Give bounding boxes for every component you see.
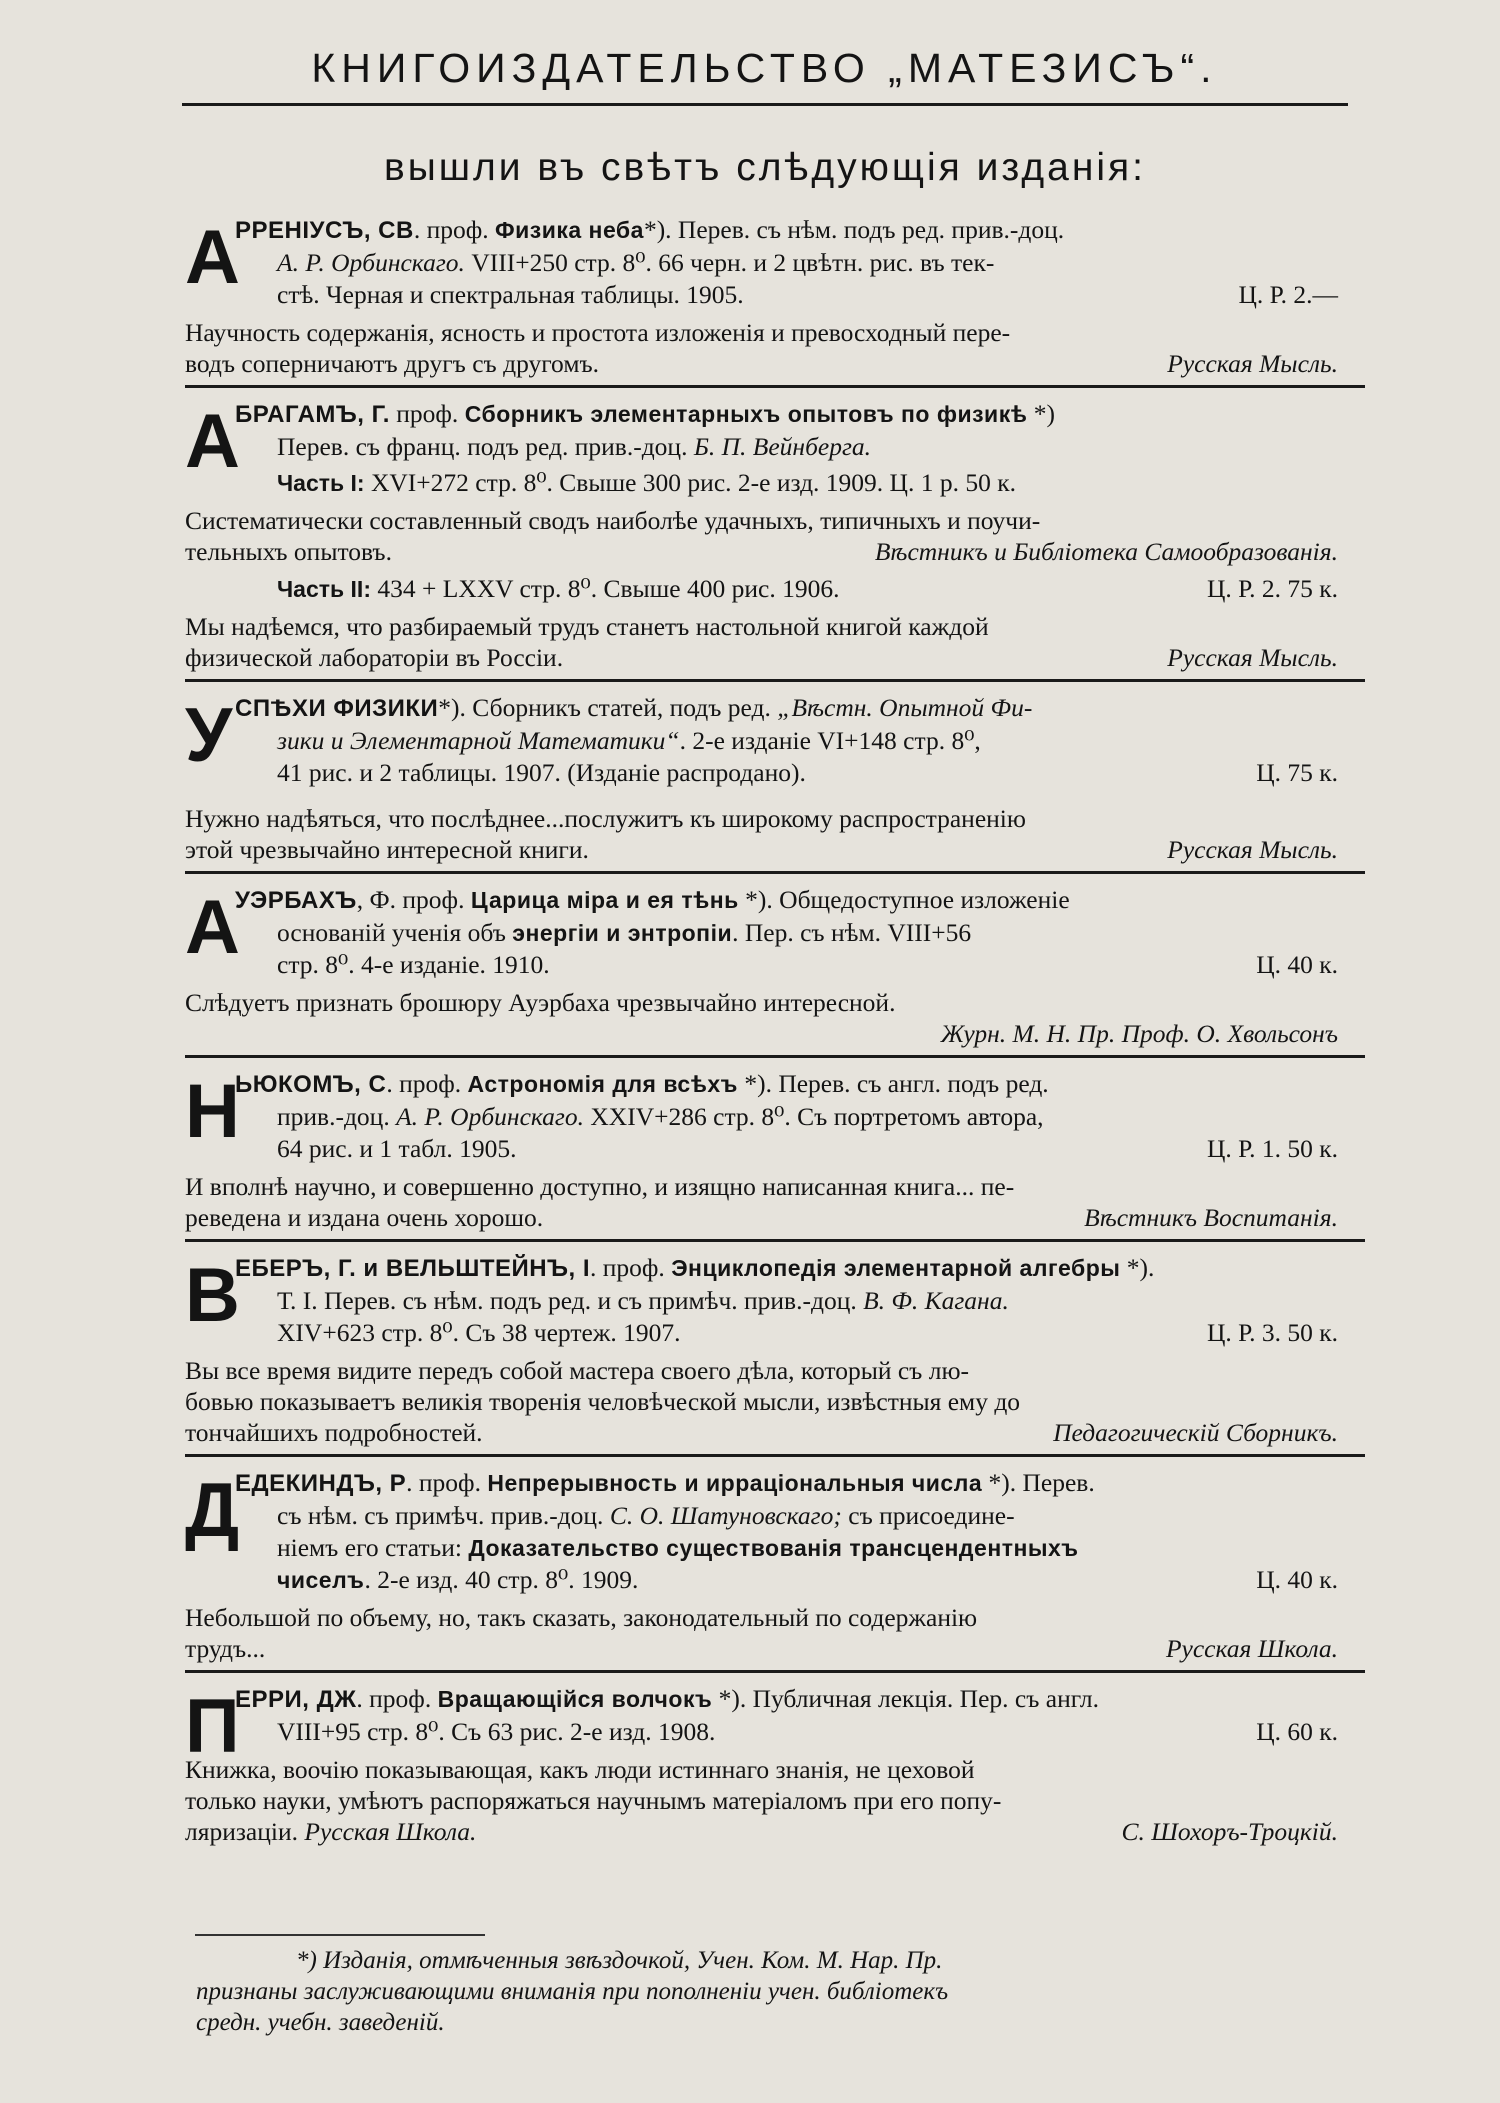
price: Ц. 40 к. (1256, 950, 1338, 979)
entry-text: . Пер. съ нѣм. VIII+56 (732, 918, 972, 947)
divider (185, 1239, 1365, 1242)
footnote-line: признаны заслуживающими вниманія при пополненіи учен. библіотекъ (196, 1978, 949, 2005)
part-text: 434 + LXXV стр. 8⁰. Свыше 400 рис. 1906. (370, 574, 840, 603)
entry-dedekind (185, 1467, 1368, 1673)
price: Ц. 60 к. (1256, 1717, 1338, 1746)
review-quote (185, 803, 1368, 865)
review-source: Вѣстникъ и Библіотека Самообразованія. (874, 537, 1338, 566)
entries-list (185, 214, 1368, 1847)
entry-text: Т. I. Перев. съ нѣм. подъ ред. и съ примѣч. прив.-доц. (277, 1286, 864, 1315)
review-line: физической лабораторіи въ Россіи. (185, 643, 564, 672)
page-subtitle: вышли въ свѣтъ слѣдующія изданія: (383, 146, 1147, 189)
review-line: бовью показываетъ великія творенія человѣческой мысли, извѣстныя ему до (185, 1387, 1021, 1416)
review-line: И вполнѣ научно, и совершенно доступно, и изящно написанная книга... пе- (185, 1172, 1015, 1201)
author-name: РРЕНІУСЪ, СВ (235, 217, 414, 244)
book-title: Физика неба (495, 217, 644, 243)
review-line: Небольшой по объему, но, такъ сказать, законодательный по содержанію (185, 1603, 978, 1632)
price: Ц. Р. 2. 75 к. (1206, 574, 1338, 603)
article-title: Доказательство существованія трансцендентныхъ (468, 1535, 1079, 1561)
entry-text: *). Перев. (982, 1468, 1095, 1497)
header-rule (182, 103, 1348, 106)
book-title: Вращающійся волчокъ (437, 1686, 713, 1712)
entry-text: *). (1120, 1253, 1155, 1282)
entry-text: съ присоедине- (841, 1501, 1015, 1530)
entry-text: . проф. (386, 1069, 468, 1098)
article-title: чиселъ (277, 1567, 365, 1593)
divider (185, 1055, 1365, 1058)
editor-name: зики и Элементарной Математики“ (277, 726, 680, 755)
review-line: трудъ... (185, 1634, 266, 1663)
entry-text: проф. (389, 399, 465, 428)
entry-text: XXIV+286 стр. 8⁰. Съ портретомъ автора, (584, 1102, 1044, 1131)
entry-text: 64 рис. и 1 табл. 1905. (277, 1134, 517, 1163)
entry-auerbach (185, 884, 1368, 1058)
price: Ц. 40 к. (1256, 1565, 1338, 1594)
entry-text: . проф. (413, 215, 496, 244)
publisher-header: КНИГОИЗДАТЕЛЬСТВО „МАТЕЗИСЪ“. (311, 45, 1218, 91)
drop-cap: А (185, 399, 240, 484)
review-line: только науки, умѣютъ распоряжаться научнымъ матеріаломъ при его попу- (185, 1786, 1002, 1815)
drop-cap: В (185, 1253, 240, 1338)
drop-cap: Н (185, 1069, 240, 1154)
entry-text: Перев. съ франц. подъ ред. прив.-доц. (277, 432, 694, 461)
book-title: Астрономія для всѣхъ (467, 1071, 738, 1097)
drop-cap: Д (185, 1468, 240, 1553)
review-quote (185, 1355, 1368, 1448)
footnote (196, 1945, 1356, 2038)
review-line: Мы надѣемся, что разбираемый трудъ станетъ настольной книгой каждой (185, 612, 989, 641)
divider (185, 1454, 1365, 1457)
author-name: ЕБЕРЪ, Г. и ВЕЛЬШТЕЙНЪ, I (235, 1255, 591, 1282)
review-line: Вы все время видите передъ собой мастера своего дѣла, который съ лю- (185, 1356, 970, 1385)
entry-text: съ нѣм. съ примѣч. прив.-доц. (277, 1501, 610, 1530)
review-line: Научность содержанія, ясность и простота изложенія и превосходный пере- (185, 318, 1011, 347)
entry-text: . проф. (406, 1468, 488, 1497)
editor-name: „Вѣстн. Опытной Фи- (777, 693, 1033, 722)
entry-text: . проф. (590, 1253, 672, 1282)
price: Ц. Р. 1. 50 к. (1206, 1134, 1338, 1163)
entry-text: 41 рис. и 2 таблицы. 1907. (Изданіе распродано). (277, 758, 806, 787)
entry-text: стр. 8⁰. 4-е изданіе. 1910. (277, 950, 550, 979)
book-title: СПѢХИ ФИЗИКИ (235, 695, 439, 722)
entry-text: *). Перев. съ нѣм. подъ ред. прив.-доц. (643, 215, 1065, 244)
review-quote (185, 505, 1368, 567)
price: Ц. Р. 2.— (1238, 280, 1338, 309)
entry-text: , Ф. проф. (356, 885, 471, 914)
entry-text: VIII+250 стр. 8⁰. 66 черн. и 2 цвѣтн. рис. въ тек- (464, 248, 995, 277)
drop-cap: А (185, 885, 240, 970)
entry-perry (185, 1683, 1368, 1847)
entry-text: *) (1027, 399, 1055, 428)
review-quote (185, 1754, 1368, 1847)
entry-arrhenius (185, 214, 1368, 388)
entry-abraham (185, 398, 1368, 682)
review-source: Вѣстникъ Воспитанія. (1084, 1203, 1338, 1232)
review-source: Русская Школа. (304, 1817, 477, 1846)
entry-text: . 2-е изданіе VI+148 стр. 8⁰, (679, 726, 981, 755)
editor-name: А. Р. Орбинскаго. (277, 248, 465, 277)
author-name: ЕДЕКИНДЪ, Р (235, 1470, 407, 1497)
review-source: Русская Мысль. (1167, 643, 1338, 672)
review-line: Систематически составленный сводъ наиболѣе удачныхъ, типичныхъ и поучи- (185, 506, 1041, 535)
review-line: ляризаціи. (185, 1817, 305, 1846)
price: Ц. Р. 3. 50 к. (1206, 1318, 1338, 1347)
author-name: БРАГАМЪ, Г. (235, 401, 390, 428)
review-author: С. Шохоръ-Троцкій. (1121, 1817, 1338, 1846)
drop-cap: У (185, 693, 233, 778)
divider (185, 385, 1365, 388)
drop-cap: А (185, 215, 240, 300)
price: Ц. 75 к. (1256, 758, 1338, 787)
review-source: Педагогическій Сборникъ. (1053, 1418, 1338, 1447)
review-quote (185, 1602, 1368, 1664)
editor-name: В. Ф. Кагана. (863, 1286, 1009, 1315)
review-quote (185, 987, 1368, 1049)
review-line: Книжка, воочію показывающая, какъ люди истиннаго знанія, не цеховой (185, 1755, 975, 1784)
author-name: УЭРБАХЪ (235, 887, 357, 914)
divider (185, 871, 1365, 874)
entry-text: . проф. (356, 1684, 438, 1713)
book-title: Непрерывность и ирраціональныя числа (487, 1470, 983, 1496)
review-line: водъ соперничаютъ другъ съ другомъ. (185, 349, 600, 378)
editor-name: А. Р. Орбинскаго. (396, 1102, 585, 1131)
review-line: Нужно надѣяться, что послѣднее...послужитъ къ широкому распространенію (185, 804, 1026, 833)
part-label: Часть I: (277, 470, 365, 496)
editor-name: Б. П. Вейнберга. (693, 432, 872, 461)
entry-text: основаній ученія объ (277, 918, 513, 947)
review-source: Русская Школа. (1165, 1634, 1338, 1663)
entry-text: *). Общедоступное изложеніе (738, 885, 1070, 914)
entry-newcomb (185, 1068, 1368, 1242)
review-line: тельныхъ опытовъ. (185, 537, 392, 566)
entry-uspekhi (185, 692, 1368, 874)
divider (185, 679, 1365, 682)
author-name: ЕРРИ, ДЖ (235, 1686, 357, 1713)
footnote-line: средн. учебн. заведеній. (196, 2009, 445, 2036)
review-line: тончайшихъ подробностей. (185, 1418, 483, 1447)
part-text: XVI+272 стр. 8⁰. Свыше 300 рис. 2-е изд. 1909. Ц. 1 р. 50 к. (364, 468, 1016, 497)
footnote-rule (195, 1934, 485, 1936)
entry-text: ніемъ его статьи: (277, 1533, 469, 1562)
entry-text: VIII+95 стр. 8⁰. Съ 63 рис. 2-е изд. 1908. (277, 1717, 716, 1746)
review-line: Слѣдуетъ признать брошюру Ауэрбаха чрезвычайно интересной. (185, 988, 896, 1017)
review-line: этой чрезвычайно интересной книги. (185, 835, 589, 864)
entry-text: . 2-е изд. 40 стр. 8⁰. 1909. (364, 1565, 639, 1594)
entry-text: *). Перев. съ англ. подъ ред. (737, 1069, 1049, 1098)
book-title: Сборникъ элементарныхъ опытовъ по физикѣ (464, 401, 1028, 427)
book-title: Царица міра и ея тѣнь (470, 887, 739, 913)
review-line: реведена и издана очень хорошо. (185, 1203, 544, 1232)
review-quote (185, 611, 1368, 673)
review-source: Журн. М. Н. Пр. Проф. О. Хвольсонъ (940, 1019, 1338, 1048)
review-source: Русская Мысль. (1167, 349, 1338, 378)
review-quote (185, 1171, 1368, 1233)
author-name: ЬЮКОМЪ, С (235, 1071, 387, 1098)
entry-text: прив.-доц. (277, 1102, 397, 1131)
review-source: Русская Мысль. (1167, 835, 1338, 864)
entry-text: стѣ. Черная и спектральная таблицы. 1905. (277, 280, 744, 309)
entry-text: XIV+623 стр. 8⁰. Съ 38 чертеж. 1907. (277, 1318, 681, 1347)
editor-name: С. О. Шатуновскаго; (609, 1501, 842, 1530)
entry-text: *). Сборникъ статей, подъ ред. (438, 693, 778, 722)
entry-text: *). Публичная лекція. Пер. съ англ. (712, 1684, 1100, 1713)
drop-cap: П (185, 1684, 240, 1769)
review-quote (185, 317, 1368, 379)
footnote-line: *) Изданія, отмѣченныя звѣздочкой, Учен. Ком. М. Нар. Пр. (296, 1947, 943, 1974)
book-title: энергіи и энтропіи (512, 920, 733, 946)
book-title: Энциклопедія элементарной алгебры (671, 1255, 1121, 1281)
entry-weber (185, 1252, 1368, 1457)
divider (185, 1670, 1365, 1673)
part-label: Часть II: (277, 576, 371, 602)
